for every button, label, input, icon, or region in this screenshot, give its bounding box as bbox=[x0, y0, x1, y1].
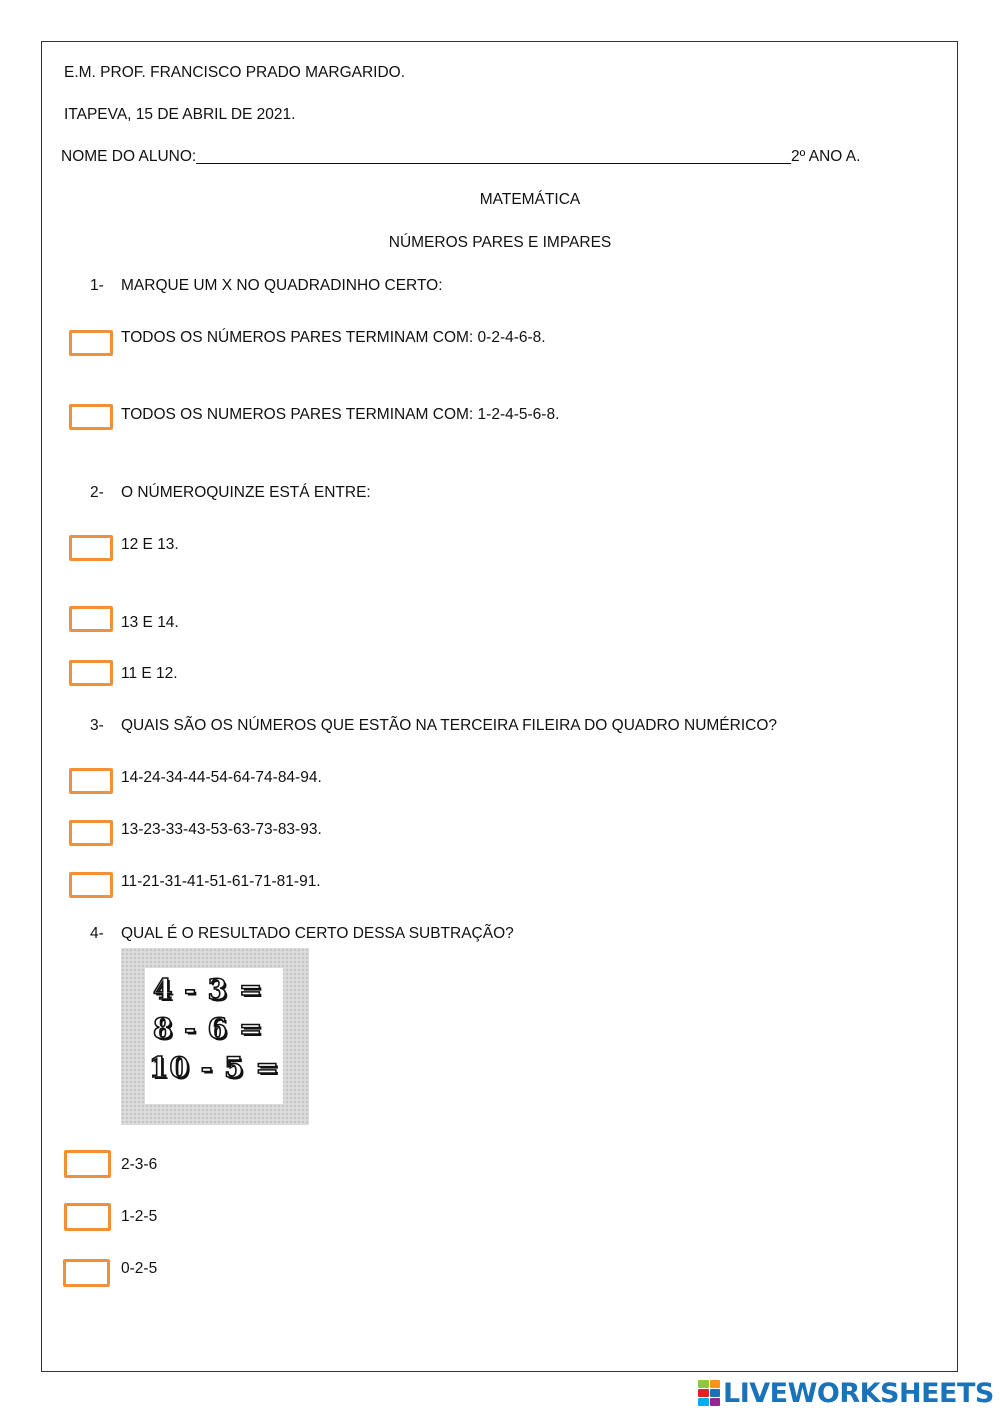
question-4-option-3-checkbox[interactable] bbox=[63, 1259, 110, 1287]
question-2-option-1-checkbox[interactable] bbox=[69, 535, 113, 561]
question-1-option-1-checkbox[interactable] bbox=[69, 330, 113, 356]
student-name-line: NOME DO ALUNO:_____________________________________________________________________2º ANO A. bbox=[61, 148, 861, 165]
equation-2: 8 - 6 = bbox=[153, 1012, 264, 1045]
question-3-number: 3- bbox=[90, 717, 104, 734]
question-2-number: 2- bbox=[90, 484, 104, 501]
liveworksheets-logo bbox=[698, 1378, 994, 1408]
question-1-option-2-checkbox[interactable] bbox=[69, 404, 113, 430]
question-1-option-1-label: TODOS OS NÚMEROS PARES TERMINAM COM: 0-2-4-6-8. bbox=[121, 329, 546, 346]
equation-1: 4 - 3 = bbox=[153, 973, 264, 1006]
question-2-option-3-checkbox[interactable] bbox=[69, 660, 113, 686]
question-3-text: QUAIS SÃO OS NÚMEROS QUE ESTÃO NA TERCEIRA FILEIRA DO QUADRO NUMÉRICO? bbox=[121, 717, 778, 734]
subject-title: MATEMÁTICA bbox=[479, 191, 581, 208]
question-2-option-2-label: 13 E 14. bbox=[121, 614, 179, 631]
school-name: E.M. PROF. FRANCISCO PRADO MARGARIDO. bbox=[64, 64, 406, 81]
question-4-number: 4- bbox=[90, 925, 104, 942]
subtraction-figure-panel bbox=[145, 968, 283, 1104]
liveworksheets-logo-icon bbox=[698, 1380, 720, 1406]
question-4-option-1-label: 2-3-6 bbox=[121, 1156, 158, 1173]
question-3-option-2-label: 13-23-33-43-53-63-73-83-93. bbox=[121, 821, 322, 838]
question-4-option-2-label: 1-2-5 bbox=[121, 1208, 158, 1225]
question-3-option-3-label: 11-21-31-41-51-61-71-81-91. bbox=[121, 873, 321, 890]
question-2-option-3-label: 11 E 12. bbox=[121, 665, 178, 682]
question-1-option-2-label: TODOS OS NUMEROS PARES TERMINAM COM: 1-2-4-5-6-8. bbox=[121, 406, 560, 423]
question-3-option-1-label: 14-24-34-44-54-64-74-84-94. bbox=[121, 769, 322, 786]
question-4-option-2-checkbox[interactable] bbox=[64, 1203, 111, 1231]
question-2-option-1-label: 12 E 13. bbox=[121, 536, 179, 553]
question-4-option-1-checkbox[interactable] bbox=[64, 1150, 111, 1178]
question-2-option-2-checkbox[interactable] bbox=[69, 606, 113, 632]
question-1-text: MARQUE UM X NO QUADRADINHO CERTO: bbox=[121, 277, 443, 294]
question-2-text: O NÚMEROQUINZE ESTÁ ENTRE: bbox=[121, 484, 371, 501]
topic-title: NÚMEROS PARES E IMPARES bbox=[388, 234, 612, 251]
question-4-option-3-label: 0-2-5 bbox=[121, 1260, 158, 1277]
question-3-option-1-checkbox[interactable] bbox=[69, 768, 113, 794]
question-3-option-2-checkbox[interactable] bbox=[69, 820, 113, 846]
subtraction-figure bbox=[121, 948, 309, 1125]
equation-3: 10 - 5 = bbox=[149, 1051, 280, 1084]
liveworksheets-logo-text: LIVEWORKSHEETS bbox=[723, 1377, 994, 1409]
date-line: ITAPEVA, 15 DE ABRIL DE 2021. bbox=[64, 106, 296, 123]
question-3-option-3-checkbox[interactable] bbox=[69, 872, 113, 898]
question-4-text: QUAL É O RESULTADO CERTO DESSA SUBTRAÇÃO? bbox=[121, 925, 514, 942]
question-1-number: 1- bbox=[90, 277, 104, 294]
